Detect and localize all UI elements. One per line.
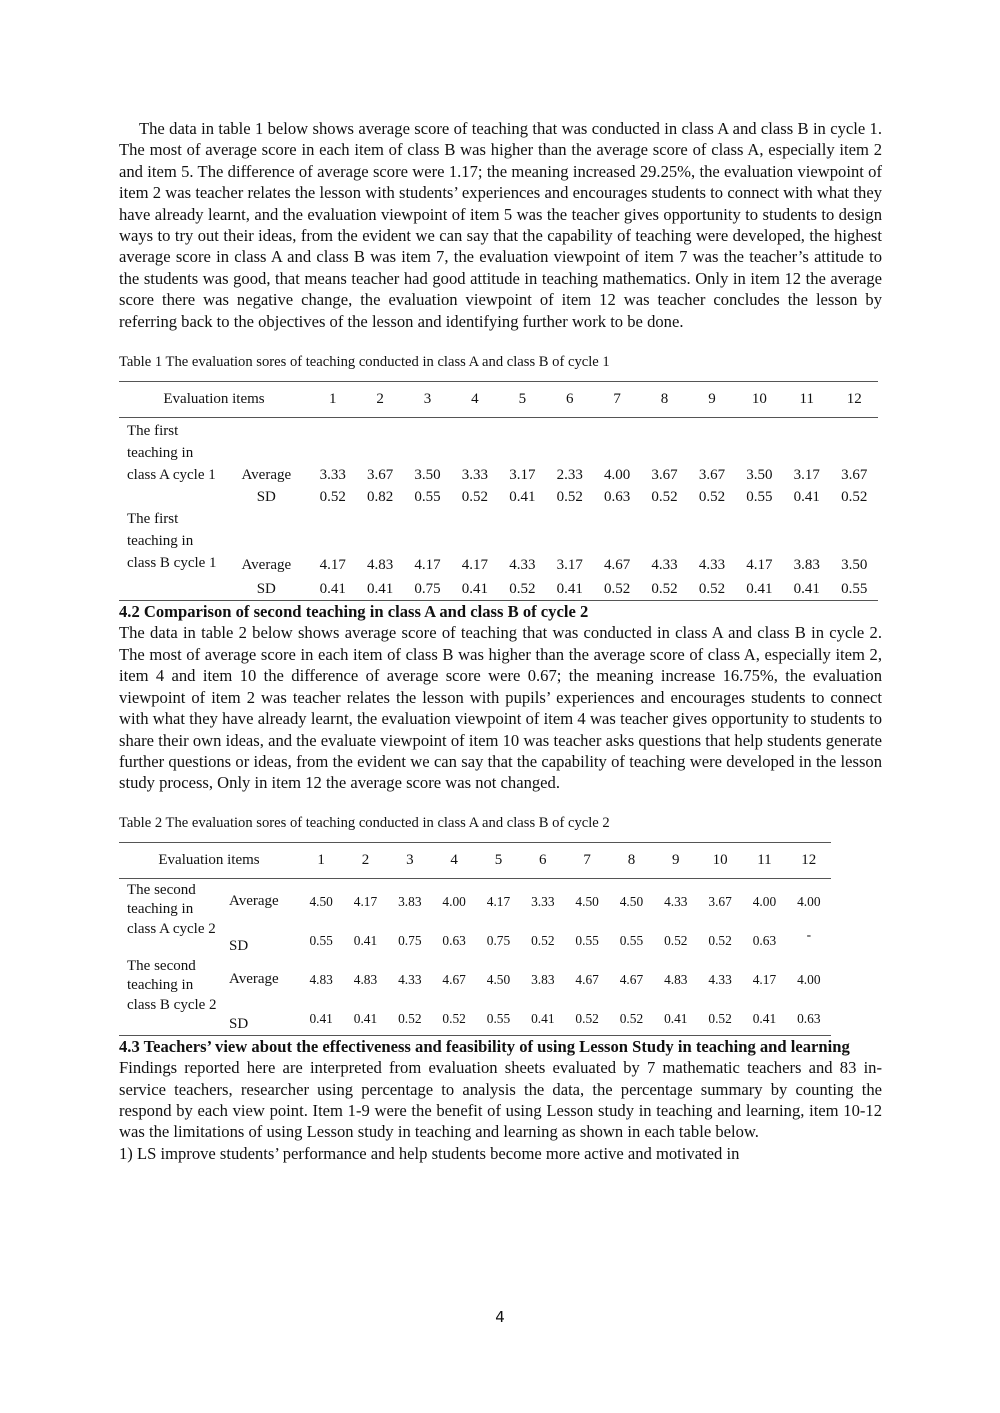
table2-item-header: 12 [787, 842, 831, 878]
paragraph-table2-intro: The data in table 2 below shows average score of teaching that was conducted in class A and class B in cycle 2. The most of average score in each item of class B was higher than the average score of class A, especially item 2, item 4 and item 10 the difference of average score were 0.67; the meaning increase 16.75%, the evaluation viewpoint of item 2 was teacher relates the lesson with pupils’ experiences and encourages students to connect with what they have already learnt, the evaluation viewpoint of item 4 was teacher gives opportunity to students to share their own ideas, and the evaluate viewpoint of item 10 was teacher asks questions that help students generate further questions or ideas, from the evident we can say that the capability of teaching were developed in the lesson study process, Only in item 12 the average score was not changed. [119, 623, 882, 793]
table1-item-header: 6 [546, 382, 593, 418]
table-row [119, 925, 831, 957]
table2-header-row [119, 842, 831, 878]
table1-sd-label: SD [256, 581, 276, 598]
section-heading-4-3: 4.3 Teachers’ view about the effectiveness and feasibility of using Lesson Study in teaching and learning [119, 1036, 850, 1056]
table1-item-header: 11 [783, 382, 830, 418]
table2-item-header: 3 [388, 842, 432, 878]
table-row [119, 878, 831, 925]
table-cell: 4.17 [461, 557, 489, 574]
table-cell: 4.17 [486, 893, 511, 909]
table-cell: 4.83 [664, 971, 688, 987]
table2-item-header: 11 [742, 842, 786, 878]
table-cell: 0.52 [575, 1010, 599, 1026]
table1-item-header: 3 [404, 382, 451, 418]
table1-item-header: 7 [593, 382, 640, 418]
page-number: 4 [495, 1308, 505, 1326]
table-cell: 0.52 [651, 489, 678, 506]
table-cell: 0.75 [398, 932, 422, 948]
table1-header-row [119, 382, 878, 418]
table-row [119, 418, 878, 487]
table-cell: 3.17 [509, 467, 536, 484]
table-cell: 0.41 [366, 581, 394, 598]
table-cell: 0.41 [353, 932, 378, 948]
table-cell: 2.33 [556, 467, 583, 484]
table-cell: 0.41 [752, 1010, 777, 1026]
table-cell: 4.00 [797, 971, 821, 987]
table-cell: 4.67 [619, 971, 644, 987]
table-cell: 4.67 [442, 971, 466, 987]
table-cell: 4.17 [319, 557, 346, 574]
table-cell: 4.50 [575, 893, 599, 909]
table2-item-header: 5 [476, 842, 520, 878]
table-cell: 4.83 [366, 557, 394, 574]
table1-header-label: Evaluation items [119, 382, 309, 418]
table-cell: 0.52 [556, 489, 583, 506]
table-cell: 4.67 [604, 557, 631, 574]
table-cell: 0.41 [309, 1010, 333, 1026]
table-cell: 0.41 [556, 581, 583, 598]
table-cell: 3.17 [793, 467, 820, 484]
table-cell: 4.83 [309, 971, 333, 987]
table1 [119, 381, 878, 601]
table1-item-header: 12 [830, 382, 878, 418]
table-cell: 4.50 [486, 971, 511, 987]
table2-item-header: 8 [609, 842, 653, 878]
table-cell: 0.41 [319, 581, 346, 598]
table-cell: 0.55 [414, 489, 441, 506]
table-cell: 0.41 [509, 489, 536, 506]
table-cell: 4.33 [698, 557, 726, 574]
table-cell: 0.52 [531, 932, 555, 948]
table1-item-header: 4 [451, 382, 498, 418]
table-cell: 3.67 [698, 467, 726, 484]
table-cell: 3.33 [461, 467, 489, 484]
table-cell: 0.52 [604, 581, 631, 598]
table1-caption: Table 1 The evaluation sores of teaching conducted in class A and class B of cycle 1 [119, 354, 610, 371]
table-cell: 0.63 [442, 932, 466, 948]
table-cell: 3.83 [531, 971, 555, 987]
paragraph-teachers-view: Findings reported here are interpreted from evaluation sheets evaluated by 7 mathematic teachers and 83 in-service teachers, researcher using percentage to analysis the data, the percentage summary by counting the respond by each view point. Item 1-9 were the benefit of using Lesson study in teaching and learning, item 10-12 was the limitations of using Lesson study in teaching and learning as shown in each table below. [119, 1058, 882, 1142]
table-cell: 0.55 [746, 489, 773, 506]
table-cell: 0.63 [604, 489, 631, 506]
table1-item-header: 10 [736, 382, 783, 418]
table-cell: 4.00 [442, 893, 466, 909]
table-cell: 3.67 [708, 893, 732, 909]
table-cell: 0.41 [353, 1010, 378, 1026]
table1-item-header: 2 [356, 382, 403, 418]
table-row [119, 957, 831, 1003]
table-cell: 0.75 [414, 581, 441, 598]
table-cell: 0.52 [664, 932, 688, 948]
table2-average-label: Average [229, 892, 279, 909]
table-cell: 0.82 [366, 489, 394, 506]
table-cell: 0.52 [619, 1010, 644, 1026]
table-cell: 0.52 [509, 581, 536, 598]
table-cell: 0.55 [841, 581, 868, 598]
table1-item-header: 8 [641, 382, 688, 418]
table-cell: 4.33 [398, 971, 422, 987]
table2-item-header: 7 [565, 842, 609, 878]
table-cell: 3.17 [556, 557, 583, 574]
table2-header-label: Evaluation items [119, 842, 299, 878]
table-cell: 0.52 [708, 932, 732, 948]
table-cell: 4.33 [651, 557, 678, 574]
table-cell: 0.55 [486, 1010, 511, 1026]
table1-sd-label: SD [256, 489, 276, 506]
table-row [119, 486, 878, 508]
table1-average-label: Average [241, 557, 292, 574]
table2-item-header: 2 [343, 842, 387, 878]
table-cell: 3.33 [319, 467, 346, 484]
table-cell: 4.50 [309, 893, 333, 909]
table-cell: 0.41 [793, 581, 820, 598]
table-cell: 0.52 [841, 489, 868, 506]
table-cell: 0.41 [664, 1010, 688, 1026]
table1-average-label: Average [241, 467, 292, 484]
table2-item-header: 1 [299, 842, 343, 878]
table-cell: 4.67 [575, 971, 599, 987]
table1-group-label: The first teaching in class A cycle 1 [127, 423, 216, 484]
table2 [119, 842, 831, 1036]
table2-item-header: 9 [654, 842, 698, 878]
table-cell: 3.33 [531, 893, 555, 909]
table1-item-header: 1 [309, 382, 356, 418]
table2-group-label: The second teaching in class B cycle 2 [127, 957, 217, 1013]
table-cell: 0.41 [461, 581, 489, 598]
table-cell: 0.52 [319, 489, 346, 506]
table-cell: 4.00 [797, 893, 821, 909]
table-cell: 4.00 [604, 467, 631, 484]
table-row [119, 1003, 831, 1036]
table-cell: 0.55 [309, 932, 333, 948]
table-cell: 4.17 [414, 557, 441, 574]
table1-group-label: The first teaching in class B cycle 1 [127, 511, 217, 572]
table-cell: 4.83 [353, 971, 378, 987]
table2-item-header: 10 [698, 842, 742, 878]
table-cell: 4.50 [619, 893, 644, 909]
table-cell: 3.50 [414, 467, 441, 484]
table-cell: 4.00 [752, 893, 777, 909]
table-row [119, 576, 878, 601]
table2-average-label: Average [229, 970, 279, 987]
table-cell: - [806, 926, 812, 942]
table2-caption: Table 2 The evaluation sores of teaching conducted in class A and class B of cycle 2 [119, 814, 610, 831]
table-cell: 0.55 [575, 932, 599, 948]
table-cell: 3.83 [793, 557, 820, 574]
table-cell: 3.67 [366, 467, 394, 484]
table-cell: 3.50 [746, 467, 773, 484]
table-cell: 0.63 [752, 932, 777, 948]
table2-item-header: 6 [521, 842, 565, 878]
table2-item-header: 4 [432, 842, 476, 878]
table-cell: 4.33 [509, 557, 536, 574]
table2-sd-label: SD [229, 938, 249, 955]
section-heading-4-2: 4.2 Comparison of second teaching in class A and class B of cycle 2 [119, 602, 589, 622]
table-cell: 0.63 [797, 1010, 821, 1026]
page-content [119, 118, 882, 1164]
table-cell: 0.52 [708, 1010, 732, 1026]
table-cell: 0.52 [698, 581, 726, 598]
table-cell: 4.33 [664, 893, 688, 909]
table-cell: 3.83 [398, 893, 422, 909]
table-cell: 4.17 [752, 971, 777, 987]
table1-item-header: 9 [688, 382, 735, 418]
table-cell: 3.67 [841, 467, 868, 484]
table-cell: 0.52 [651, 581, 678, 598]
table2-group-label: The second teaching in class A cycle 2 [127, 881, 216, 937]
table2-sd-label: SD [229, 1016, 249, 1033]
table-cell: 4.17 [746, 557, 773, 574]
table-cell: 3.50 [841, 557, 868, 574]
paragraph-table1-intro: The data in table 1 below shows average score of teaching that was conducted in class A and class B in cycle 1. The most of average score in each item of class B was higher than the average score of class A, especially item 2 and item 5. The difference of average score were 1.17; the meaning increased 29.25%, the evaluation viewpoint of item 2 was teacher relates the lesson with students’ experiences and encourages students to connect with what they have already learnt, and the evaluation viewpoint of item 5 was the teacher gives opportunity to students to design ways to try out their ideas, from the evident we can say that the capability of teaching were developed, the highest average score in class A and class B was item 7, the evaluation viewpoint of item 7 was the teacher’s attitude to the students was good, that means teacher had good attitude in teaching mathematics. Only in item 12 the average score there was negative change, the evaluation viewpoint of item 12 was teacher concludes the lesson by referring back to the objectives of the lesson and identifying further work to be done. [119, 119, 882, 331]
table-cell: 0.41 [746, 581, 773, 598]
table-cell: 4.17 [353, 893, 378, 909]
table-cell: 0.75 [486, 932, 511, 948]
table-cell: 0.52 [698, 489, 726, 506]
table-cell: 0.41 [531, 1010, 555, 1026]
table-cell: 4.33 [708, 971, 732, 987]
table-cell: 0.55 [619, 932, 644, 948]
table-cell: 0.52 [398, 1010, 422, 1026]
list-item: 1) LS improve students’ performance and help students become more active and motivated in [119, 1143, 740, 1163]
table-cell: 3.67 [651, 467, 678, 484]
table-cell: 0.41 [793, 489, 820, 506]
table-row [119, 508, 878, 576]
table-cell: 0.52 [461, 489, 489, 506]
table-cell: 0.52 [442, 1010, 466, 1026]
table1-item-header: 5 [499, 382, 546, 418]
